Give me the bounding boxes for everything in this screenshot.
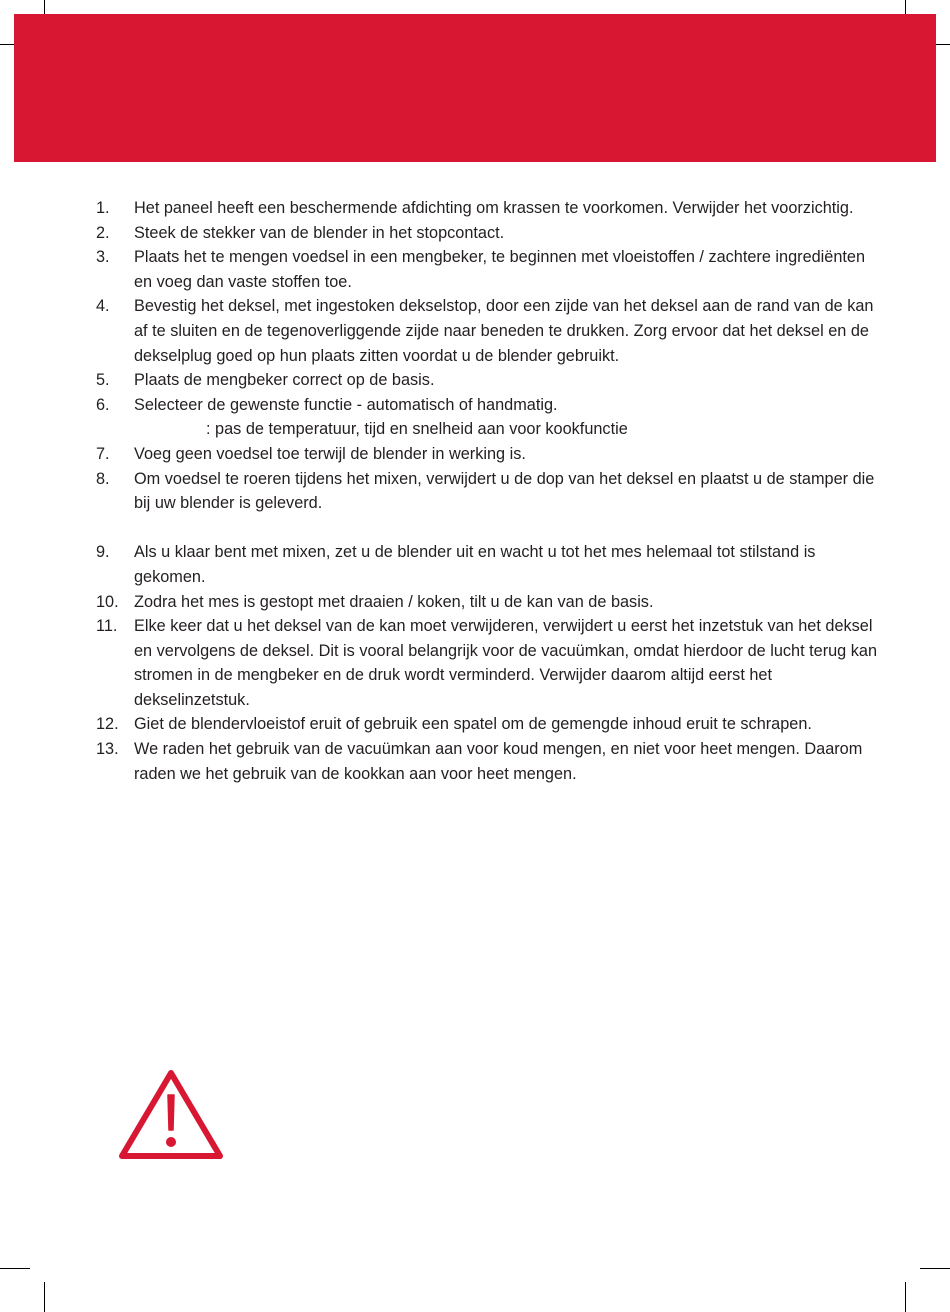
list-item-text: Plaats de mengbeker correct op de basis. [134, 371, 435, 390]
list-item-number: 4. [96, 297, 110, 316]
list-item [96, 368, 886, 393]
list-item [96, 737, 886, 786]
list-item-subtext: : pas de temperatuur, tijd en snelheid aan voor kookfunctie [206, 420, 628, 439]
list-item-text: Als u klaar bent met mixen, zet u de blender uit en wacht u tot het mes helemaal tot stilstand is gekomen. [134, 543, 816, 586]
list-item [96, 442, 886, 467]
list-item-text: We raden het gebruik van de vacuümkan aan voor koud mengen, en niet voor heet mengen. Daarom raden we het gebruik van de kookkan aan voor heet mengen. [134, 740, 863, 783]
list-item [96, 393, 886, 442]
list-item-number: 11. [96, 617, 118, 636]
list-item-number: 12. [96, 715, 119, 734]
list-item-text: Om voedsel te roeren tijdens het mixen, verwijdert u de dop van het deksel en plaatst u de stamper die bij uw blender is geleverd. [134, 469, 875, 513]
list-item-number: 2. [96, 223, 110, 242]
list-item-text: Bevestig het deksel, met ingestoken dekselstop, door een zijde van het deksel aan de rand van de kan af te sluiten en de tegenoverliggende zijde naar beneden te drukken. Zorg ervoor dat het deksel en de dekselplug goed op hun plaats zitten voordat u de blender gebruikt. [134, 297, 874, 365]
crop-mark [0, 1268, 30, 1269]
list-item-number: 7. [96, 444, 110, 463]
list-item [96, 590, 886, 615]
list-item-text: Het paneel heeft een beschermende afdichting om krassen te voorkomen. Verwijder het voorzichtig. [134, 199, 854, 217]
crop-mark [905, 1282, 906, 1312]
list-item-text: Giet de blendervloeistof eruit of gebruik een spatel om de gemengde inhoud eruit te schrapen. [134, 715, 812, 734]
list-item [96, 712, 886, 737]
list-item [96, 614, 886, 712]
list-item-text: Selecteer de gewenste functie - automatisch of handmatig. [134, 395, 558, 414]
list-item-text: Elke keer dat u het deksel van de kan moet verwijderen, verwijdert u eerst het inzetstuk van het deksel en vervolgens de deksel. Dit is vooral belangrijk voor de vacuümkan, omdat hierdoor de lucht terug kan stromen in de mengbeker en de druk wordt verminderd. Verwijder daarom altijd eerst het dekselinzetstuk. [134, 617, 878, 709]
warning-triangle-icon [116, 1067, 226, 1162]
instruction-list [96, 196, 886, 786]
list-item [96, 540, 886, 589]
list-item-text: Voeg geen voedsel toe terwijl de blender in werking is. [134, 444, 526, 463]
crop-mark [920, 1268, 950, 1269]
list-item-number: 3. [96, 248, 110, 267]
list-item-number: 1. [96, 199, 110, 217]
list-item [96, 467, 886, 516]
list-spacer [96, 516, 886, 541]
header-banner [14, 14, 936, 162]
list-item-number: 9. [96, 543, 110, 562]
list-item-number: 5. [96, 371, 110, 390]
list-item-number: 8. [96, 469, 110, 488]
list-item [96, 294, 886, 368]
list-item-number: 10. [96, 592, 119, 611]
list-item [96, 196, 886, 221]
list-item-number: 13. [96, 740, 119, 759]
list-item-number: 6. [96, 395, 110, 414]
list-item [96, 245, 886, 294]
list-item [96, 221, 886, 246]
crop-mark [44, 1282, 45, 1312]
list-item-text: Steek de stekker van de blender in het stopcontact. [134, 223, 505, 242]
list-item-text: Zodra het mes is gestopt met draaien / koken, tilt u de kan van de basis. [134, 592, 654, 611]
list-item-text: Plaats het te mengen voedsel in een mengbeker, te beginnen met vloeistoffen / zachtere ingrediënten en voeg dan vaste stoffen toe. [134, 248, 866, 291]
